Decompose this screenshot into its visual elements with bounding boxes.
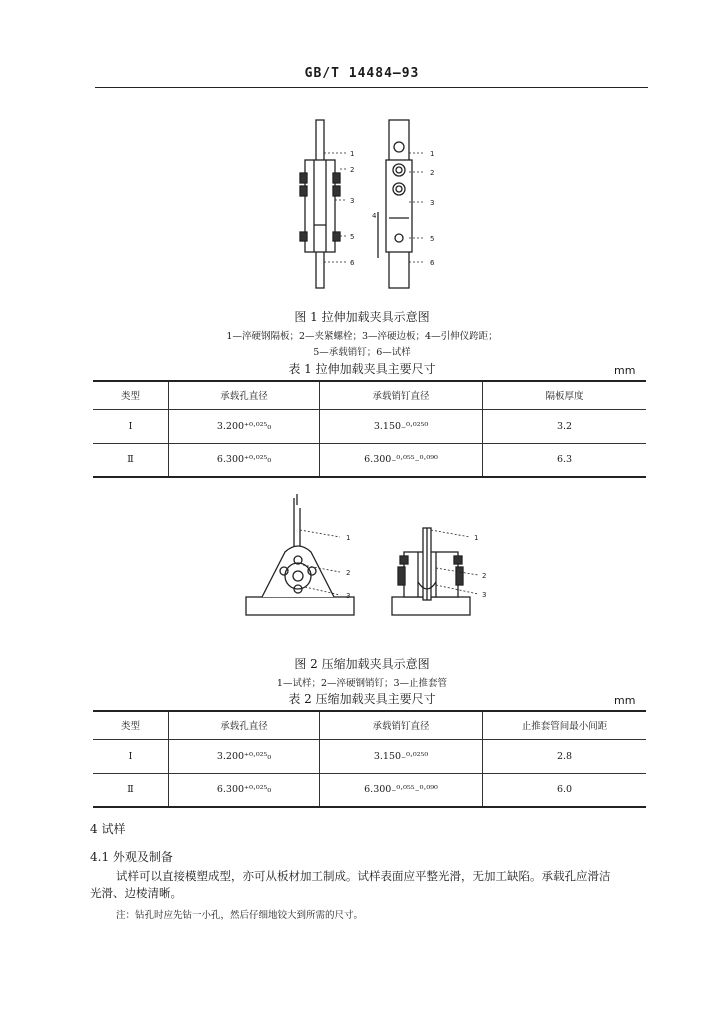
- f2-callout-left-3: 3: [346, 592, 351, 600]
- f2-callout-right-3: 3: [482, 591, 487, 599]
- table-2-cell: 6.0: [483, 773, 647, 807]
- f1-callout-right-2: 2: [430, 169, 435, 177]
- f2-callout-right-1: 1: [474, 534, 479, 542]
- table-1-cell: 3.2: [483, 409, 647, 443]
- section-4-1-paragraph-line-1: 试样可以直接模塑成型，亦可从板材加工制成。试样表面应平整光滑，无加工缺陷。承载孔应滑洁: [116, 869, 611, 883]
- f1-callout-right-5: 5: [430, 235, 435, 243]
- f2-callout-left-1: 1: [346, 534, 351, 542]
- table-2-header-pin-diameter: 承载销钉直径: [320, 711, 483, 739]
- table-1-cell: 3.150₋⁰·⁰²⁵⁰: [320, 409, 483, 443]
- figure-1-drawing: [0, 0, 724, 300]
- table-1-header-type: 类型: [93, 381, 169, 409]
- table-1-title: 表 1 拉伸加载夹具主要尺寸: [288, 362, 436, 376]
- section-4-1-note: 注：钻孔时应先钻一小孔，然后仔细地铰大到所需的尺寸。: [116, 910, 364, 921]
- table-1-cell: Ⅱ: [93, 443, 169, 477]
- table-2-header-min-spacing: 止推套管间最小间距: [483, 711, 647, 739]
- f1-callout-left-2: 2: [350, 166, 355, 174]
- section-4-1-heading: 4.1 外观及制备: [90, 850, 173, 864]
- f1-callout-left-3: 3: [350, 197, 355, 205]
- figure-1-title: 图 1 拉伸加载夹具示意图: [294, 310, 430, 324]
- figure-2-drawing: [0, 490, 724, 670]
- table-1-cell: Ⅰ: [93, 409, 169, 443]
- f1-callout-right-6: 6: [430, 259, 435, 267]
- table-1-cell: 6.300⁺⁰·⁰²⁵₀: [169, 443, 320, 477]
- f1-callout-left-5: 5: [350, 233, 355, 241]
- f1-callout-right-4: 4: [372, 212, 377, 220]
- figure-2-legend: 1—试样；2—淬硬钢销钉；3—止推套管: [276, 678, 448, 689]
- table-2-cell: 2.8: [483, 739, 647, 773]
- f1-callout-right-1: 1: [430, 150, 435, 158]
- table-2-cell: 3.200⁺⁰·⁰²⁵₀: [169, 739, 320, 773]
- table-2-unit: mm: [614, 694, 636, 707]
- table-2-title: 表 2 压缩加载夹具主要尺寸: [288, 692, 436, 706]
- standard-number: GB/T 14484—93: [304, 66, 420, 81]
- section-4-1-paragraph-line-2: 光滑、边棱清晰。: [90, 886, 182, 900]
- section-4-heading: 4 试样: [90, 822, 126, 836]
- table-2-cell: Ⅱ: [93, 773, 169, 807]
- table-1-header-plate-thickness: 隔板厚度: [483, 381, 647, 409]
- table-1-cell: 6.3: [483, 443, 647, 477]
- table-2-cell: Ⅰ: [93, 739, 169, 773]
- table-1-cell: 3.200⁺⁰·⁰²⁵₀: [169, 409, 320, 443]
- table-2-header-row: [93, 711, 646, 739]
- f2-callout-left-2: 2: [346, 569, 351, 577]
- table-row: [93, 739, 646, 773]
- table-1-unit: mm: [614, 364, 636, 377]
- table-row: [93, 773, 646, 807]
- figure-1-legend-line-2: 5—承载销钉；6—试样: [313, 347, 411, 358]
- table-1: [93, 380, 646, 478]
- table-2-cell: 6.300⁺⁰·⁰²⁵₀: [169, 773, 320, 807]
- table-1-header-pin-diameter: 承载销钉直径: [320, 381, 483, 409]
- figure-1-legend-line-1: 1—淬硬钢隔板；2—夹紧螺栓；3—淬硬边板；4—引伸仪跨距；: [226, 331, 498, 342]
- table-1-header-hole-diameter: 承载孔直径: [169, 381, 320, 409]
- f1-callout-left-1: 1: [350, 150, 355, 158]
- table-2-cell: 3.150₋⁰·⁰²⁵⁰: [320, 739, 483, 773]
- figure-2-title: 图 2 压缩加载夹具示意图: [294, 657, 430, 671]
- table-row: [93, 409, 646, 443]
- table-2-header-type: 类型: [93, 711, 169, 739]
- table-2: [93, 710, 646, 808]
- f1-callout-left-6: 6: [350, 259, 355, 267]
- f2-callout-right-2: 2: [482, 572, 487, 580]
- table-row: [93, 443, 646, 477]
- table-2-header-hole-diameter: 承载孔直径: [169, 711, 320, 739]
- table-1-cell: 6.300₋⁰·⁰⁵⁵₋⁰·⁰⁹⁰: [320, 443, 483, 477]
- table-1-header-row: [93, 381, 646, 409]
- table-2-cell: 6.300₋⁰·⁰⁵⁵₋⁰·⁰⁹⁰: [320, 773, 483, 807]
- f1-callout-right-3: 3: [430, 199, 435, 207]
